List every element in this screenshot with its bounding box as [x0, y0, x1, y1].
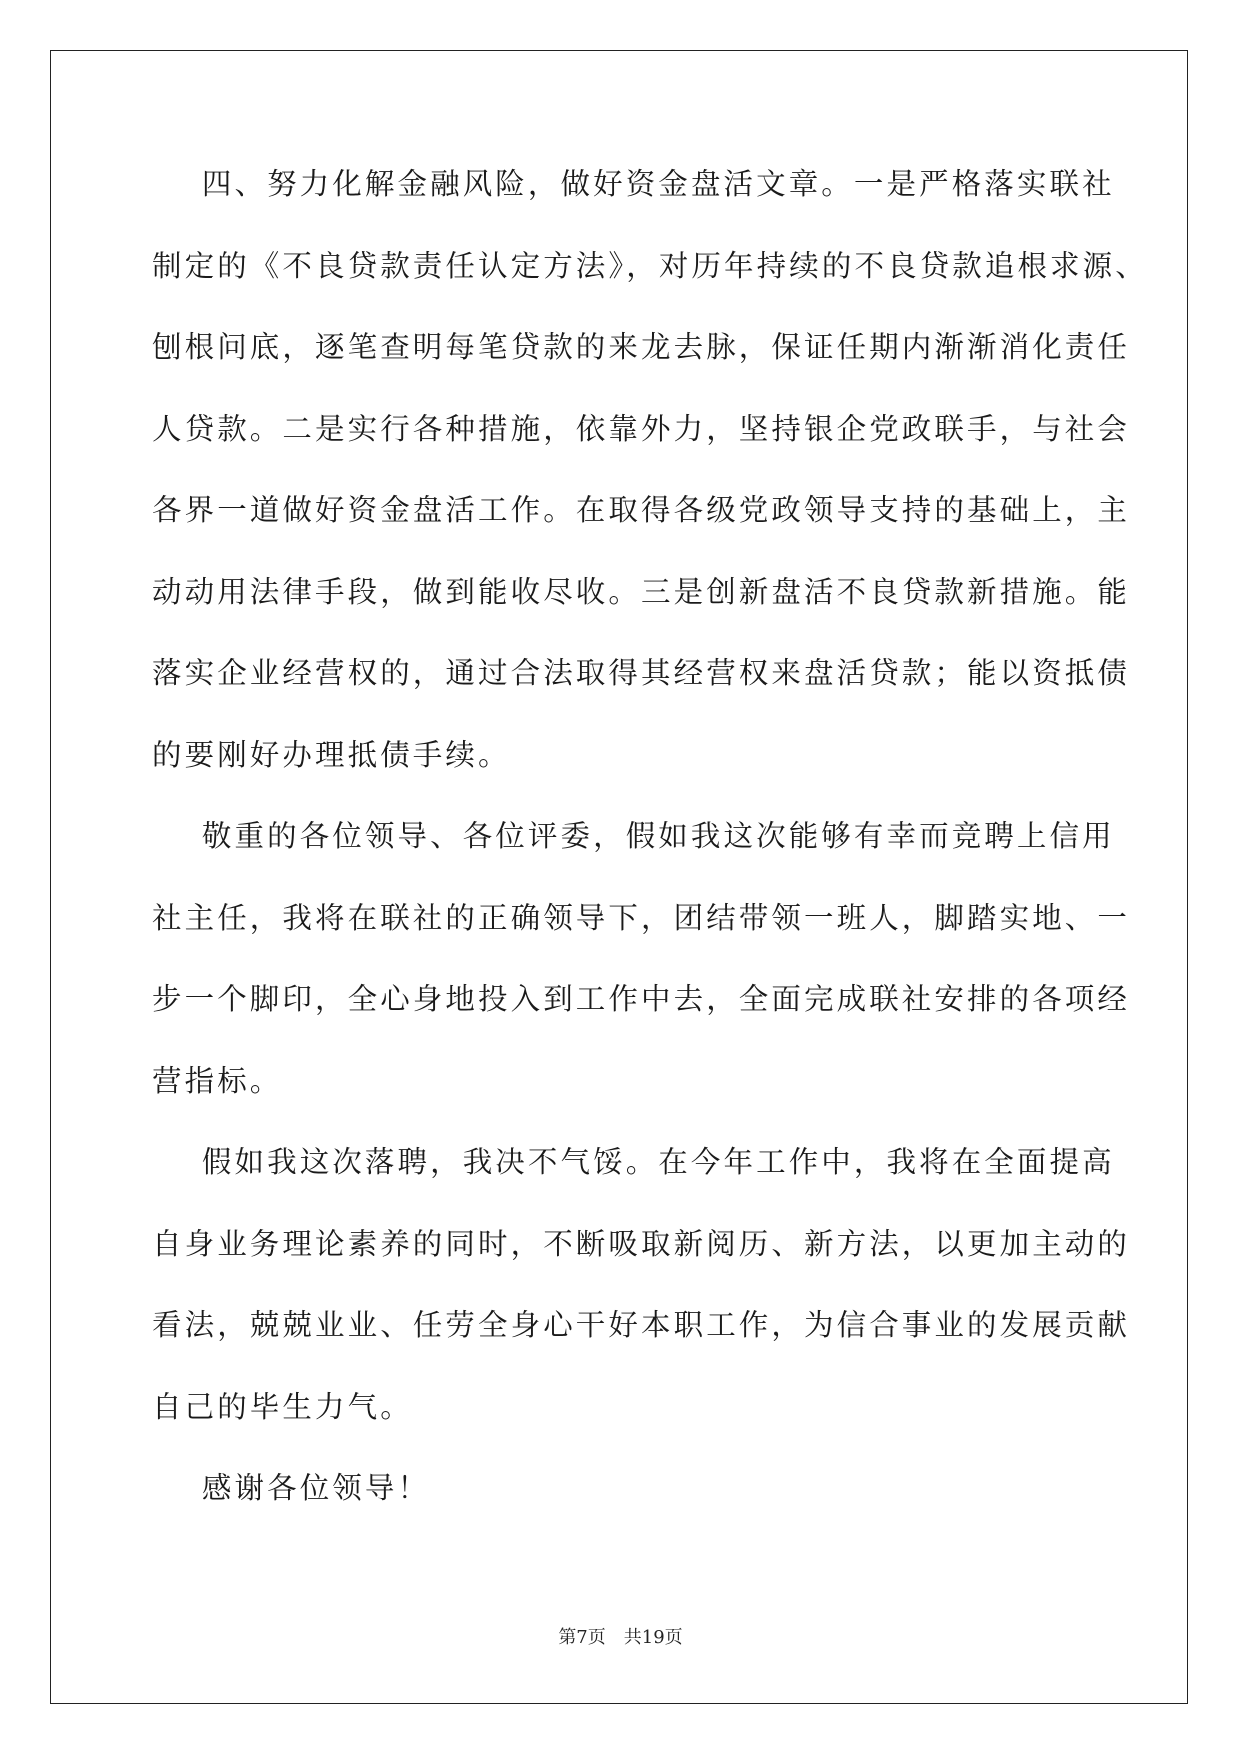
- text-line: 自身业务理论素养的同时，不断吸取新阅历、新方法，以更加主动的: [152, 1226, 1131, 1261]
- text-line: 制定的《不良贷款责任认定方法》，对历年持续的不良贷款追根求源、: [152, 248, 1148, 283]
- text-line: 自己的毕生力气。: [152, 1389, 413, 1424]
- text-line: 社主任，我将在联社的正确领导下，团结带领一班人，脚踏实地、一: [152, 900, 1131, 935]
- text-line: 各界一道做好资金盘活工作。在取得各级党政领导支持的基础上，主: [152, 493, 1131, 527]
- page-number: 第7页: [558, 1627, 606, 1648]
- page-total: 共19页: [623, 1627, 683, 1648]
- text-line: 四、努力化解金融风险，做好资金盘活文章。一是严格落实联社: [152, 167, 1115, 201]
- text-line: 假如我这次落聘，我决不气馁。在今年工作中，我将在全面提高: [152, 1145, 1115, 1179]
- text-line: 感谢各位领导！: [152, 1471, 431, 1505]
- text-line: 营指标。: [152, 1063, 283, 1098]
- text-line: 落实企业经营权的，通过合法取得其经营权来盘活贷款；能以资抵债: [152, 656, 1131, 690]
- page-footer: [0, 1623, 1241, 1649]
- document-body: [152, 164, 1148, 1550]
- text-line: 的要刚好办理抵债手续。: [152, 737, 511, 772]
- text-line: 看法，兢兢业业、任劳全身心干好本职工作，为信合事业的发展贡献: [152, 1308, 1131, 1342]
- text-line: 步一个脚印，全心身地投入到工作中去，全面完成联社安排的各项经: [152, 982, 1131, 1016]
- text-line: 刨根问底，逐笔查明每笔贷款的来龙去脉，保证任期内渐渐消化责任: [152, 330, 1131, 364]
- text-line: 敬重的各位领导、各位评委，假如我这次能够有幸而竞聘上信用: [152, 819, 1115, 853]
- text-line: 人贷款。二是实行各种措施，依靠外力，坚持银企党政联手，与社会: [152, 411, 1131, 446]
- text-line: 动动用法律手段，做到能收尽收。三是创新盘活不良贷款新措施。能: [152, 574, 1131, 609]
